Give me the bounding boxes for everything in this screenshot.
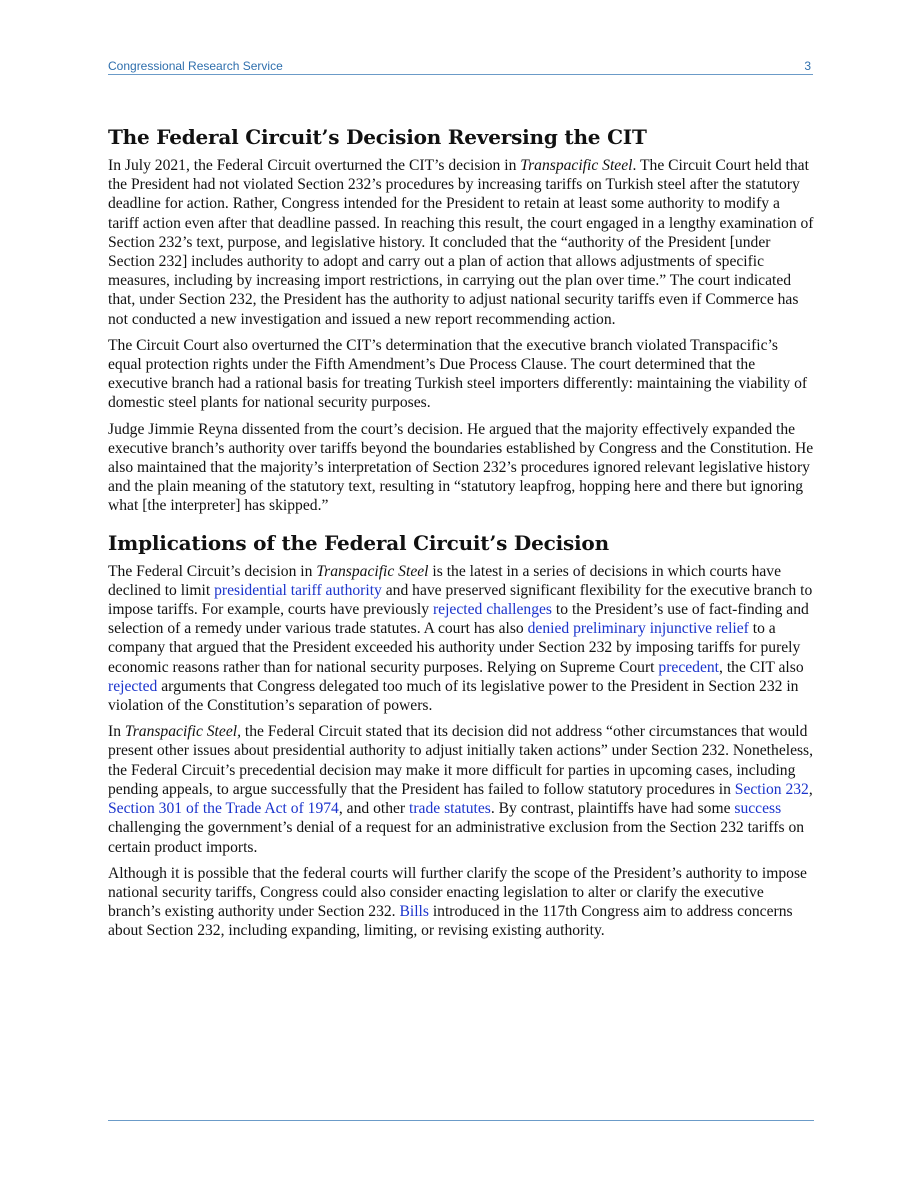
text-run: introduced in the 117th Congress aim to address concerns about Section 232, including expanding, limiting, or revising existing authority. [108, 903, 793, 940]
link-rejected-challenges[interactable]: rejected challenges [432, 601, 553, 619]
section-heading-implications: Implications of the Federal Circuit’s Decision [108, 530, 609, 555]
page-header [108, 56, 813, 75]
text-run: Although it is possible that the federal courts will further clarify the scope of the President’s authority to impose national security tariffs, Congress could also consider enacting legislation to alter or clarify the executive branch’s existing authority under Section 232. [108, 864, 807, 921]
text-run: challenging the government’s denial of a request for an administrative exclusion from the Section 232 tariffs on certain product imports. [108, 819, 805, 856]
text-run: arguments that Congress delegated too much of its legislative power to the President in Section 232 in violation of the Constitution’s separation of powers. [108, 677, 799, 715]
document-body [108, 120, 814, 948]
link-bills[interactable]: Bills [399, 903, 429, 921]
text-run: . By contrast, plaintiffs have had some [490, 800, 735, 818]
text-run: In [108, 723, 125, 741]
text-run: to the President’s use of fact-finding and selection of a remedy under various trade statutes. A court has also [108, 601, 809, 638]
text-run: to a company that argued that the President exceeded his authority under Section 232 by imposing tariffs for purely economic reasons rather than for national security purposes. Relying on Supreme Court [108, 620, 801, 676]
link-denied-preliminary-injunctive-relief[interactable]: denied preliminary injunctive relief [527, 620, 749, 638]
text-run: The Federal Circuit’s decision in [108, 562, 317, 580]
footer-divider [108, 1120, 814, 1121]
text-run: , [808, 780, 813, 798]
paragraph [108, 562, 814, 716]
link-rejected[interactable]: rejected [108, 677, 158, 695]
link-section-301-trade-act[interactable]: Section 301 of the Trade Act of 1974 [108, 800, 339, 818]
paragraph [108, 864, 814, 941]
section-heading-reversing-cit: The Federal Circuit’s Decision Reversing the CIT [108, 125, 647, 149]
paragraph: Judge Jimmie Reyna dissented from the court’s decision. He argued that the majority effectively expanded the executive branch’s authority over tariffs beyond the boundaries established by Congress and the Constitution. He also maintained that the majority’s interpretation of Section 232’s procedures ignored relevant legislative history and the plain meaning of the statutory text, resulting in “statutory leapfrog, hopping here and there but ignoring what [the interpreter] has skipped.” [108, 420, 814, 515]
paragraph [108, 156, 814, 329]
case-name-italic: Transpacific Steel, [124, 723, 241, 741]
link-success[interactable]: success [734, 800, 782, 818]
text-run: . The Circuit Court held that the President had not violated Section 232’s procedures by increasing tariffs on Turkish steel after the statutory deadline for action. Rather, Congress intended for the President to retain at least some authority to modify a tariff action even after that deadline passed. In reaching this result, the court engaged in a lengthy examination of Section 232’s text, purpose, and legislative history. It concluded that the “authority of the President [under Section 232] includes authority to adopt and carry out a plan of action that allows adjustments of specific measures, including by increasing import restrictions, in carrying out the plan over time.” The court indicated that, under Section 232, the President has the authority to adjust national security tariffs even if Commerce has not conducted a new investigation and issued a new report recommending action. [108, 157, 814, 328]
paragraph [108, 722, 814, 856]
text-run: and have preserved significant flexibility for the executive branch to impose tariffs. For example, courts have previously [108, 581, 813, 619]
case-name-italic: Transpacific Steel [316, 562, 429, 580]
link-precedent[interactable]: precedent [658, 658, 720, 676]
header-page-number: 3 [804, 59, 811, 73]
text-run: , the CIT also [719, 658, 804, 676]
text-run: is the latest in a series of decisions in which courts have declined to limit [108, 562, 782, 599]
link-section-232[interactable]: Section 232 [734, 780, 809, 798]
text-run: the Federal Circuit stated that its decision did not address “other circumstances that would present other issues about presidential authority to adjust initially taken actions” under Section 232. Nonetheless, the Federal Circuit’s precedential decision may make it more difficult for parties in upcoming cases, including pending appeals, to argue successfully that the President has failed to follow statutory procedures in [108, 723, 814, 798]
link-presidential-tariff-authority[interactable]: presidential tariff authority [214, 581, 382, 599]
link-trade-statutes[interactable]: trade statutes [409, 800, 491, 818]
paragraph: The Circuit Court also overturned the CIT’s determination that the executive branch violated Transpacific’s equal protection rights under the Fifth Amendment’s Due Process Clause. The court determined that the executive branch had a rational basis for treating Turkish steel importers differently: maintaining the viability of domestic steel plants for national security purposes. [108, 336, 808, 412]
case-name-italic: Transpacific Steel [520, 157, 633, 174]
text-run: In July 2021, the Federal Circuit overturned the CIT’s decision in [108, 157, 521, 174]
text-run: , and other [338, 800, 410, 818]
header-organization: Congressional Research Service [108, 59, 283, 73]
